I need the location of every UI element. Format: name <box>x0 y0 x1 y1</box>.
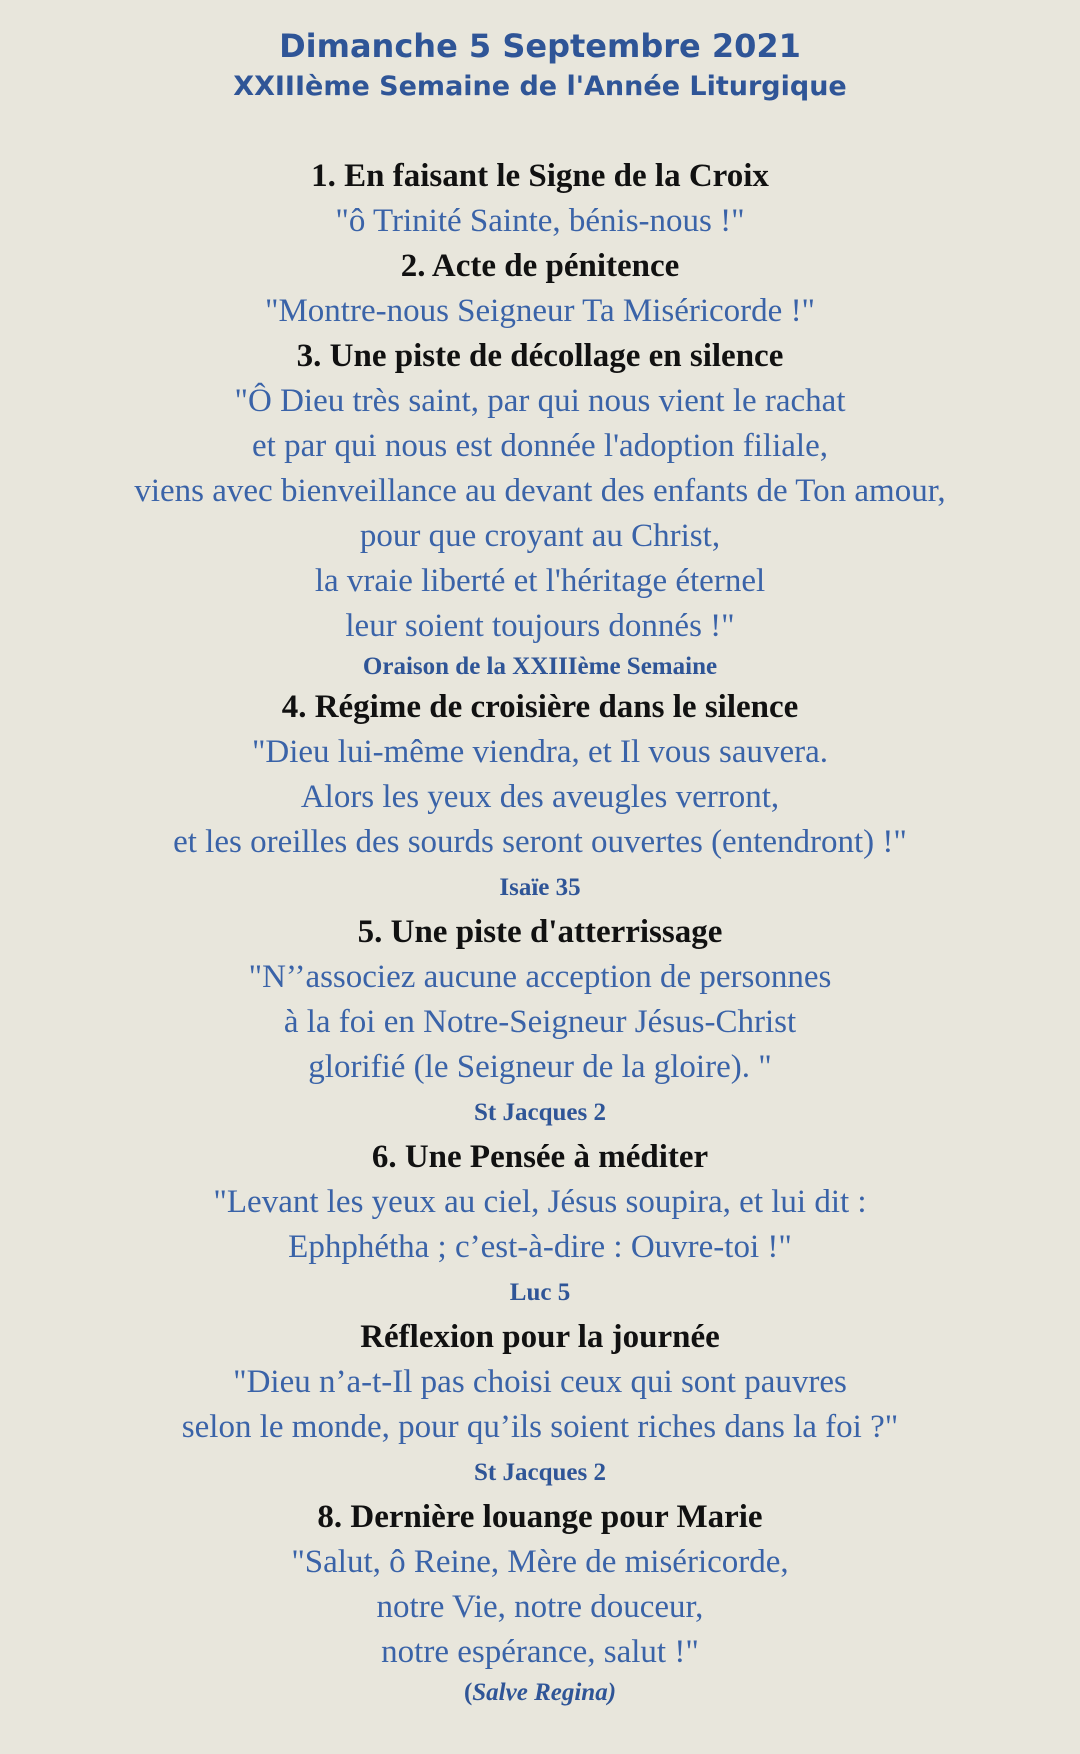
prayer-sections <box>0 154 1080 1711</box>
quote-line: viens avec bienveillance au devant des enfants de Ton amour, <box>134 473 946 509</box>
quote-line: selon le monde, pour qu’ils soient riches dans la foi ?" <box>181 1409 899 1445</box>
quote-source <box>0 1675 1080 1711</box>
section-heading: 2. Acte de pénitence <box>400 248 680 284</box>
liturgical-week-subtitle: XXIIIème Semaine de l'Année Liturgique <box>233 71 847 102</box>
quote-line: la vraie liberté et l'héritage éternel <box>314 563 766 599</box>
section-heading: 5. Une piste d'atterrissage <box>357 914 723 950</box>
quote-line: "Ô Dieu très saint, par qui nous vient le rachat <box>234 383 846 419</box>
section-cruise-silence <box>0 685 1080 910</box>
section-sign-of-cross <box>0 154 1080 244</box>
quote-line: à la foi en Notre-Seigneur Jésus-Christ <box>283 1004 797 1040</box>
quote-line: "N’’associez aucune acception de personnes <box>248 959 832 995</box>
quote-source: Luc 5 <box>509 1279 571 1306</box>
quote-source: Isaïe 35 <box>499 874 581 901</box>
quote-line: notre espérance, salut !" <box>381 1634 699 1670</box>
quote-source: St Jacques 2 <box>474 1459 606 1486</box>
quote-line: "ô Trinité Sainte, bénis-nous !" <box>335 203 745 239</box>
quote-line: "Dieu lui-même viendra, et Il vous sauvera. <box>251 734 829 770</box>
page-date-title: Dimanche 5 Septembre 2021 <box>279 27 801 65</box>
quote-line: glorifié (le Seigneur de la gloire). " <box>308 1049 772 1085</box>
section-heading: 3. Une piste de décollage en silence <box>296 338 784 374</box>
quote-line: "Dieu n’a-t-Il pas choisi ceux qui sont pauvres <box>233 1364 847 1400</box>
quote-line: et les oreilles des sourds seront ouvertes (entendront) !" <box>173 824 907 860</box>
quote-line: notre Vie, notre douceur, <box>376 1589 704 1625</box>
section-heading: 1. En faisant le Signe de la Croix <box>311 158 769 194</box>
source-title: Salve Regina) <box>472 1679 617 1706</box>
section-heading: 4. Régime de croisière dans le silence <box>281 689 799 725</box>
source-paren: ( <box>463 1679 473 1706</box>
quote-line: Alors les yeux des aveugles verront, <box>300 779 780 815</box>
quote-source: Oraison de la XXIIIème Semaine <box>362 653 718 680</box>
quote-line: "Levant les yeux au ciel, Jésus soupira, et lui dit : <box>213 1184 867 1220</box>
section-heading: Réflexion pour la journée <box>360 1319 720 1355</box>
quote-line: leur soient toujours donnés !" <box>345 608 735 644</box>
quote-line: et par qui nous est donnée l'adoption filiale, <box>252 428 828 464</box>
section-heading: 8. Dernière louange pour Marie <box>317 1499 763 1535</box>
section-penitence <box>0 244 1080 334</box>
quote-line: "Montre-nous Seigneur Ta Miséricorde !" <box>264 293 816 329</box>
section-landing <box>0 910 1080 1135</box>
section-takeoff-silence <box>0 334 1080 685</box>
quote-line: "Salut, ô Reine, Mère de miséricorde, <box>291 1544 789 1580</box>
quote-source: St Jacques 2 <box>474 1099 606 1126</box>
section-daily-reflection <box>0 1315 1080 1495</box>
section-meditation <box>0 1135 1080 1315</box>
section-praise-mary <box>0 1495 1080 1711</box>
quote-line: Ephphétha ; c’est-à-dire : Ouvre-toi !" <box>288 1229 792 1265</box>
section-heading: 6. Une Pensée à méditer <box>371 1139 709 1175</box>
quote-line: pour que croyant au Christ, <box>359 518 721 554</box>
